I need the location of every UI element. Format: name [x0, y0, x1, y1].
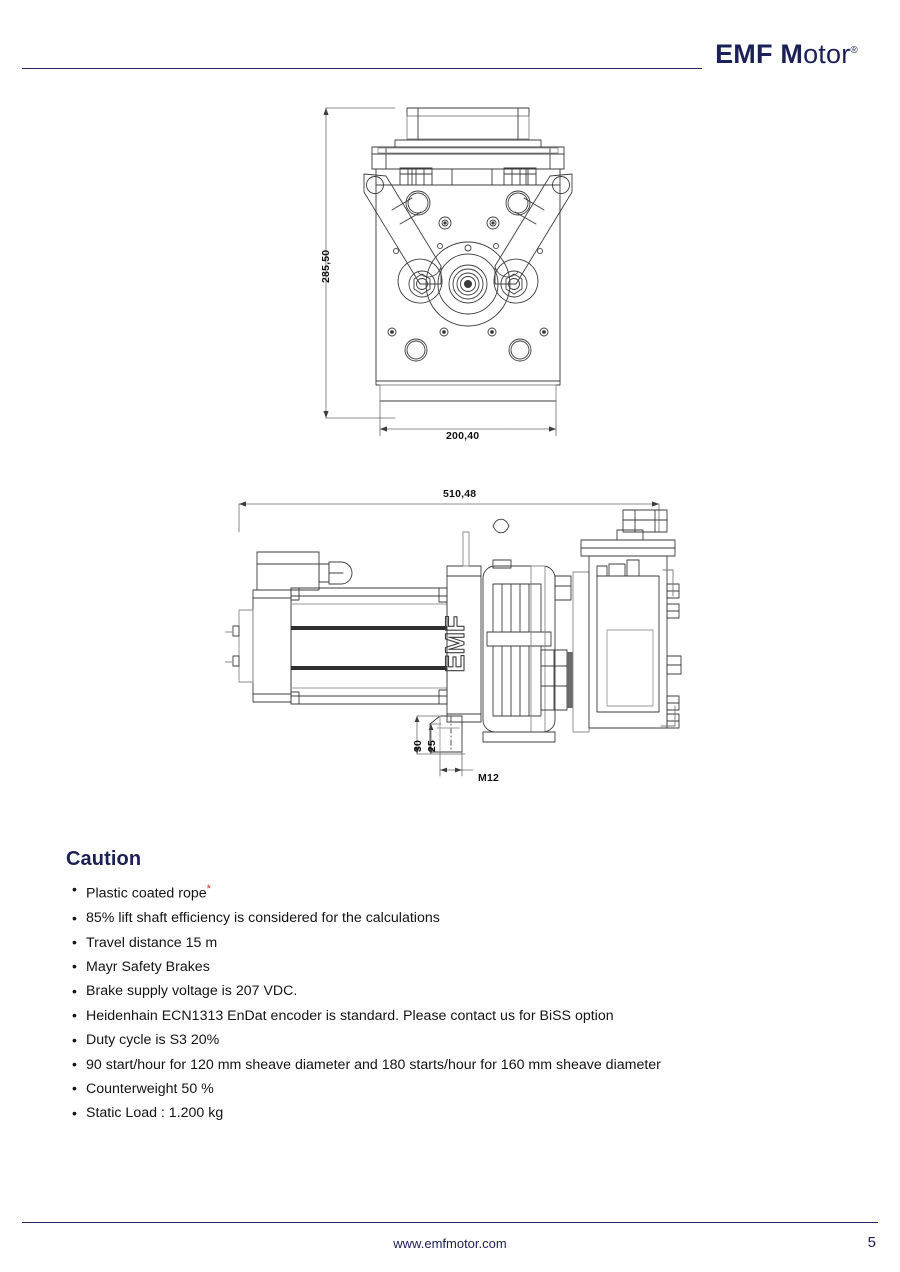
list-item [66, 1101, 826, 1125]
registered-trademark-icon: ® [850, 45, 858, 56]
list-item [66, 979, 826, 1003]
list-item [66, 877, 826, 906]
list-item [66, 1028, 826, 1052]
lifting-eye [493, 519, 511, 568]
brake-control-housing [573, 510, 681, 732]
dim-line-285 [323, 108, 395, 418]
lower-bore-holes [405, 339, 531, 361]
lower-bolt-row [388, 328, 548, 336]
rope-sheave [483, 566, 555, 732]
list-item [66, 1004, 826, 1028]
upper-bore-holes [406, 191, 530, 215]
list-item-text: Counterweight 50 % [86, 1080, 214, 1097]
logo-text-m: M [772, 39, 804, 69]
page-footer [0, 1222, 900, 1272]
list-item [66, 955, 826, 979]
dimension-label-30: 30 [412, 739, 424, 752]
list-item [66, 906, 826, 930]
top-bracket [395, 108, 541, 147]
dim-line-510 [239, 501, 659, 532]
emf-motor-logo [715, 41, 858, 68]
side-elevation-drawing [225, 480, 685, 805]
front-elevation-drawing [300, 88, 620, 453]
dimension-label-200-40: 200,40 [446, 430, 480, 442]
list-item [66, 1053, 826, 1077]
list-item-text: 85% lift shaft efficiency is considered for the calculations [86, 910, 440, 927]
list-item-text: Duty cycle is S3 20% [86, 1032, 220, 1049]
machine-body [376, 169, 560, 381]
dimension-label-m12: M12 [478, 772, 500, 784]
dimension-label-510-48: 510,48 [443, 488, 477, 500]
logo-text-emf: EMF [715, 39, 773, 69]
footer-divider-rule [22, 1222, 878, 1223]
motor-end-shield [225, 590, 291, 702]
center-pilot-hole [465, 245, 471, 251]
header-divider-rule [22, 68, 702, 69]
motor-housing [291, 588, 447, 704]
dim-line-m12 [440, 752, 473, 776]
caution-bullet-list [66, 877, 826, 1126]
mounting-flange [372, 147, 564, 169]
list-item-text: Heidenhain ECN1313 EnDat encoder is standard. Please contact us for BiSS option [86, 1007, 614, 1024]
list-item-text: Travel distance 15 m [86, 934, 218, 951]
brake-hub-right [494, 259, 538, 303]
list-item-text: Static Load : 1.200 kg [86, 1105, 224, 1122]
footer-website-link[interactable]: www.emfmotor.com [393, 1236, 507, 1251]
page-number: 5 [867, 1234, 876, 1251]
list-item-text: 90 start/hour for 120 mm sheave diameter and 180 starts/hour for 160 mm sheave diameter [86, 1056, 661, 1073]
dimension-label-25: 25 [426, 739, 438, 752]
list-item-text: Brake supply voltage is 207 VDC. [86, 983, 298, 1000]
list-item-text: Mayr Safety Brakes [86, 958, 210, 975]
page-header [0, 0, 900, 90]
list-item [66, 931, 826, 955]
sheave-base [483, 732, 555, 742]
brake-hub-left [398, 259, 442, 303]
brake-clamp-left [400, 168, 432, 185]
footnote-asterisk: * [206, 883, 211, 895]
housing-emf-text: EMF [440, 615, 470, 673]
list-item [66, 1077, 826, 1101]
upper-bolt-pair [439, 217, 499, 229]
list-item-text: Plastic coated rope [86, 885, 207, 902]
encoder-terminal-box [257, 552, 352, 590]
caution-section [66, 848, 826, 1126]
brake-clamp-right [504, 168, 536, 185]
caution-heading: Caution [66, 848, 142, 870]
logo-text-otor: otor [803, 39, 851, 69]
base-plate [376, 381, 560, 401]
dimension-label-285-50: 285,50 [320, 249, 332, 283]
